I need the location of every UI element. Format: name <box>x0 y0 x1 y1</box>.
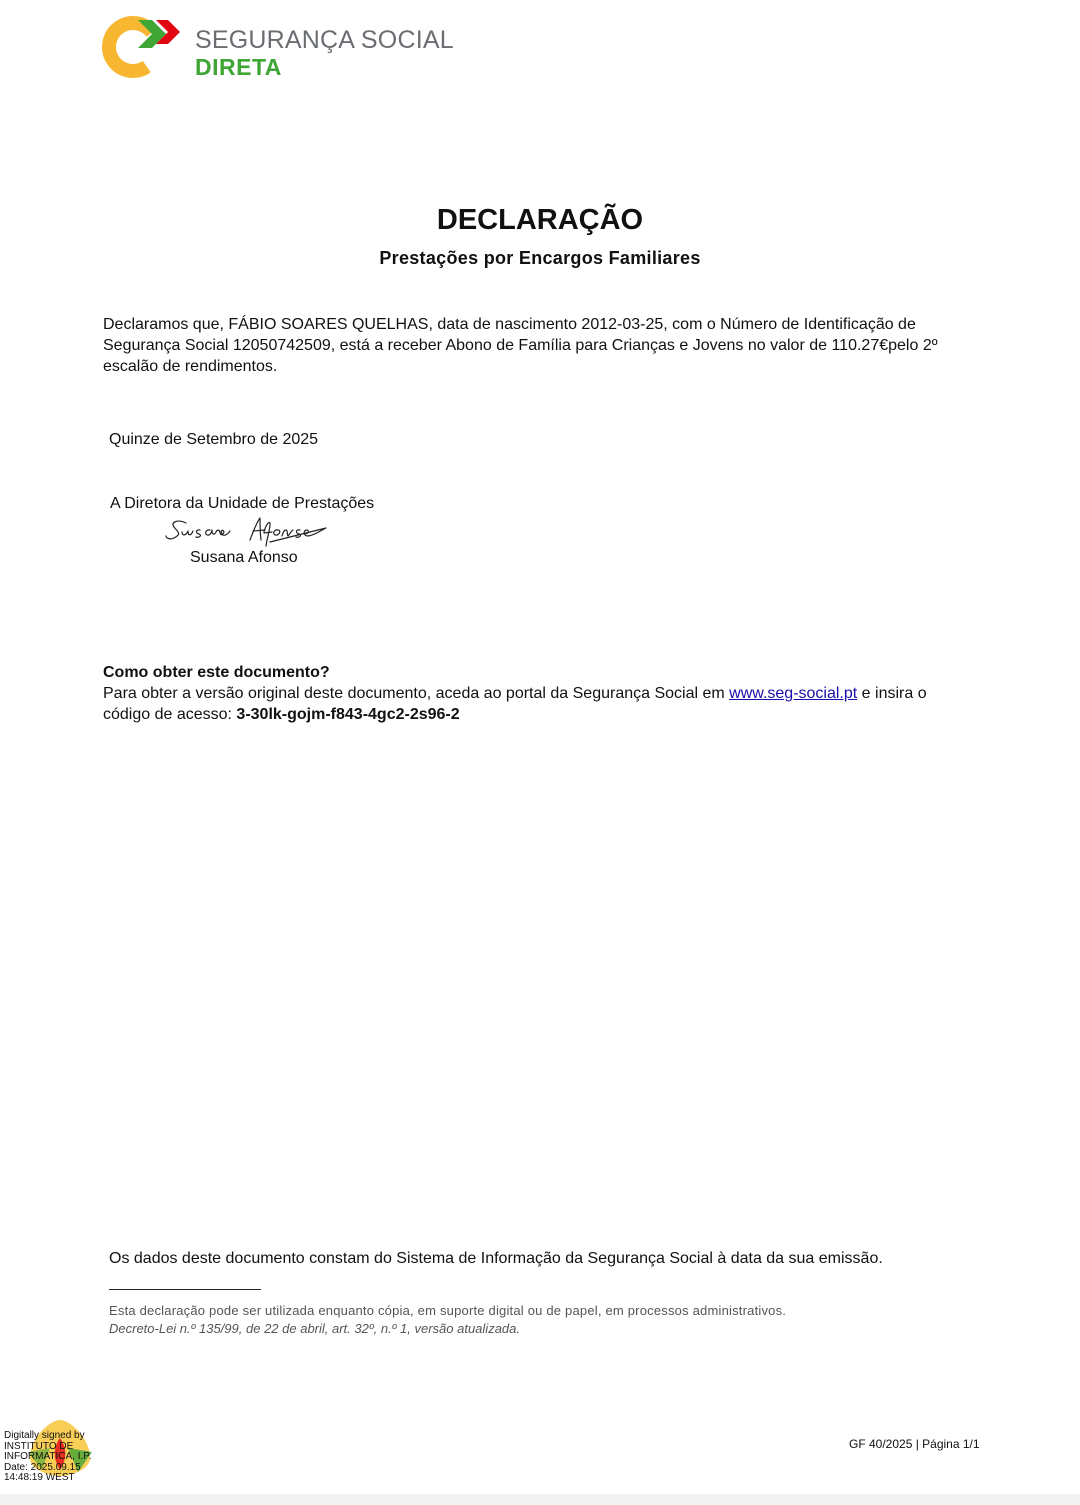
footer-divider <box>109 1289 261 1290</box>
howto-heading: Como obter este documento? <box>103 664 330 681</box>
seguranca-social-logo <box>100 12 454 82</box>
howto-text-before-link: Para obter a versão original deste documento, aceda ao portal da Segurança Social em <box>103 685 730 702</box>
howto-text-after-link: e insira o código de acesso: <box>103 685 927 723</box>
director-title: A Diretora da Unidade de Prestações <box>110 495 375 512</box>
handwritten-signature <box>160 514 330 550</box>
logo-mark-icon <box>100 12 185 82</box>
legal-note: Esta declaração pode ser utilizada enquanto cópia, em suporte digital ou de papel, em processos administrativos. <box>109 1303 787 1318</box>
declaration-body: Declaramos que, FÁBIO SOARES QUELHAS, data de nascimento 2012-03-25, com o Número de Identificação de Segurança Social 12050742509, está a receber Abono de Família para Crianças e Jovens no valor de 110.27€pelo 2º escalão de rendimentos. <box>103 316 938 375</box>
page-info: GF 40/2025 | Página 1/1 <box>849 1437 980 1451</box>
digital-signature-text: Digitally signed by INSTITUTO DE INFORMATICA, I.P. Date: 2025.09.15 14:48:19 WEST <box>4 1430 92 1483</box>
logo-text-direta: DIRETA <box>195 54 282 80</box>
data-source-note: Os dados deste documento constam do Sistema de Informação da Segurança Social à data da sua emissão. <box>109 1250 883 1267</box>
access-code: 3-30lk-gojm-f843-4gc2-2s96-2 <box>236 706 460 723</box>
document-subtitle: Prestações por Encargos Familiares <box>379 248 701 268</box>
page-bottom-edge <box>0 1494 1080 1505</box>
seg-social-link[interactable]: www.seg-social.pt <box>729 685 858 702</box>
logo-text-seguranca-social: SEGURANÇA SOCIAL <box>195 26 454 54</box>
director-name: Susana Afonso <box>190 549 298 566</box>
document-title: DECLARAÇÃO <box>436 204 644 236</box>
declaration-date: Quinze de Setembro de 2025 <box>109 431 319 448</box>
legal-reference: Decreto-Lei n.º 135/99, de 22 de abril, art. 32º, n.º 1, versão atualizada. <box>109 1321 520 1336</box>
howto-paragraph <box>103 683 973 725</box>
